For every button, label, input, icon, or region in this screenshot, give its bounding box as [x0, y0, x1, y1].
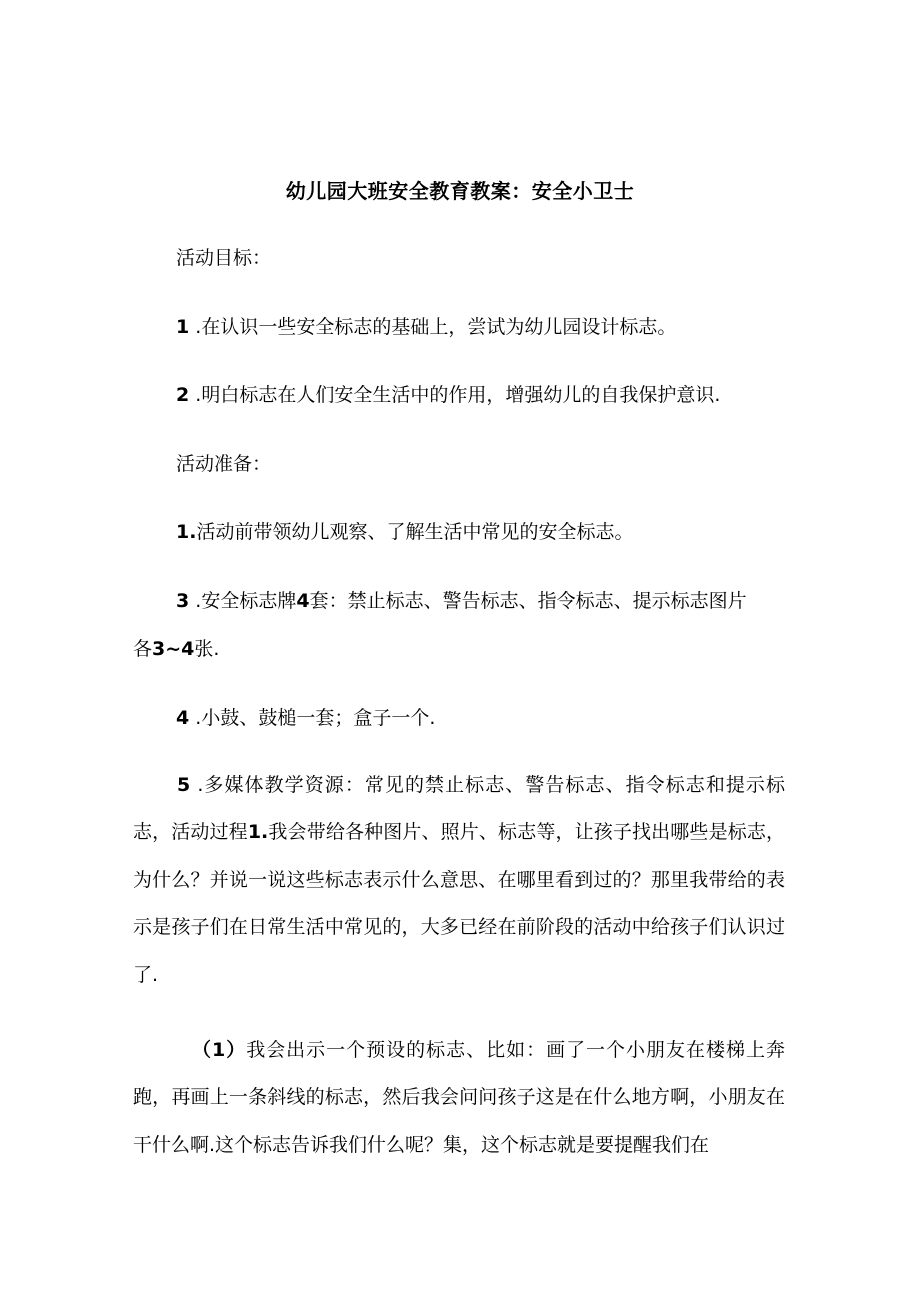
prep-5-text-a: .多媒体教学资源：常见的禁止标志、警告标志、指令标志和提示标志，活动过程	[133, 774, 785, 844]
goal-1-text: .在认识一些安全标志的基础上，尝试为幼儿园设计标志。	[189, 316, 677, 338]
heading-activity-preparation: 活动准备：	[176, 453, 272, 475]
prep-item-3-line-2	[133, 634, 219, 664]
prep-4-number: 4	[176, 707, 190, 729]
prep-3-text-b: 套：禁止标志、警告标志、指令标志、提示标志图片	[309, 590, 747, 612]
goal-item-2	[176, 380, 720, 410]
goal-2-number: 2	[176, 384, 190, 406]
prep-3-number: 3	[176, 590, 190, 612]
prep-5-bold: 1.	[247, 821, 269, 844]
prep-3-text-d: 张.	[194, 638, 220, 660]
prep-5-number: 5	[177, 774, 191, 796]
goal-2-text: .明白标志在人们安全生活中的作用，增强幼儿的自我保护意识.	[189, 384, 721, 406]
prep-3-text-a: .安全标志牌	[189, 590, 297, 612]
prep-item-1	[176, 517, 633, 547]
step-1-number: （1）	[192, 1039, 247, 1061]
prep-item-4	[176, 703, 435, 733]
document-title: 幼儿园大班安全教育教案：安全小卫士	[285, 179, 635, 203]
goal-1-number: 1	[176, 316, 190, 338]
prep-1-number: 1.	[176, 521, 197, 543]
prep-3-text-c: 各	[133, 638, 153, 660]
prep-3-bold-b: 3~4	[152, 638, 195, 660]
prep-4-text: .小鼓、鼓槌一套；盒子一个.	[189, 707, 436, 729]
prep-item-5-paragraph	[133, 762, 785, 999]
goal-item-1	[176, 312, 676, 342]
prep-5-text-b: 我会带给各种图片、照片、标志等，让孩子找出哪些是标志，为什么？并说一说这些标志表示什么意思、在哪里看到过的？那里我带给的表示是孩子们在日常生活中常见的，大多已经在前阶段的活动中给孩子们认识过了.	[133, 821, 785, 986]
step-1-paragraph	[133, 1027, 785, 1169]
heading-activity-goals: 活动目标：	[176, 247, 272, 269]
prep-3-bold-a: 4	[296, 590, 310, 612]
prep-item-3-line-1	[176, 586, 747, 616]
prep-1-text: 活动前带领幼儿观察、了解生活中常见的安全标志。	[196, 521, 634, 543]
step-1-text: 我会出示一个预设的标志、比如：画了一个小朋友在楼梯上奔跑，再画上一条斜线的标志，然后我会问问孩子这是在什么地方啊，小朋友在干什么啊.这个标志告诉我们什么呢？集，这个标志就是要提醒我们在	[133, 1039, 785, 1156]
